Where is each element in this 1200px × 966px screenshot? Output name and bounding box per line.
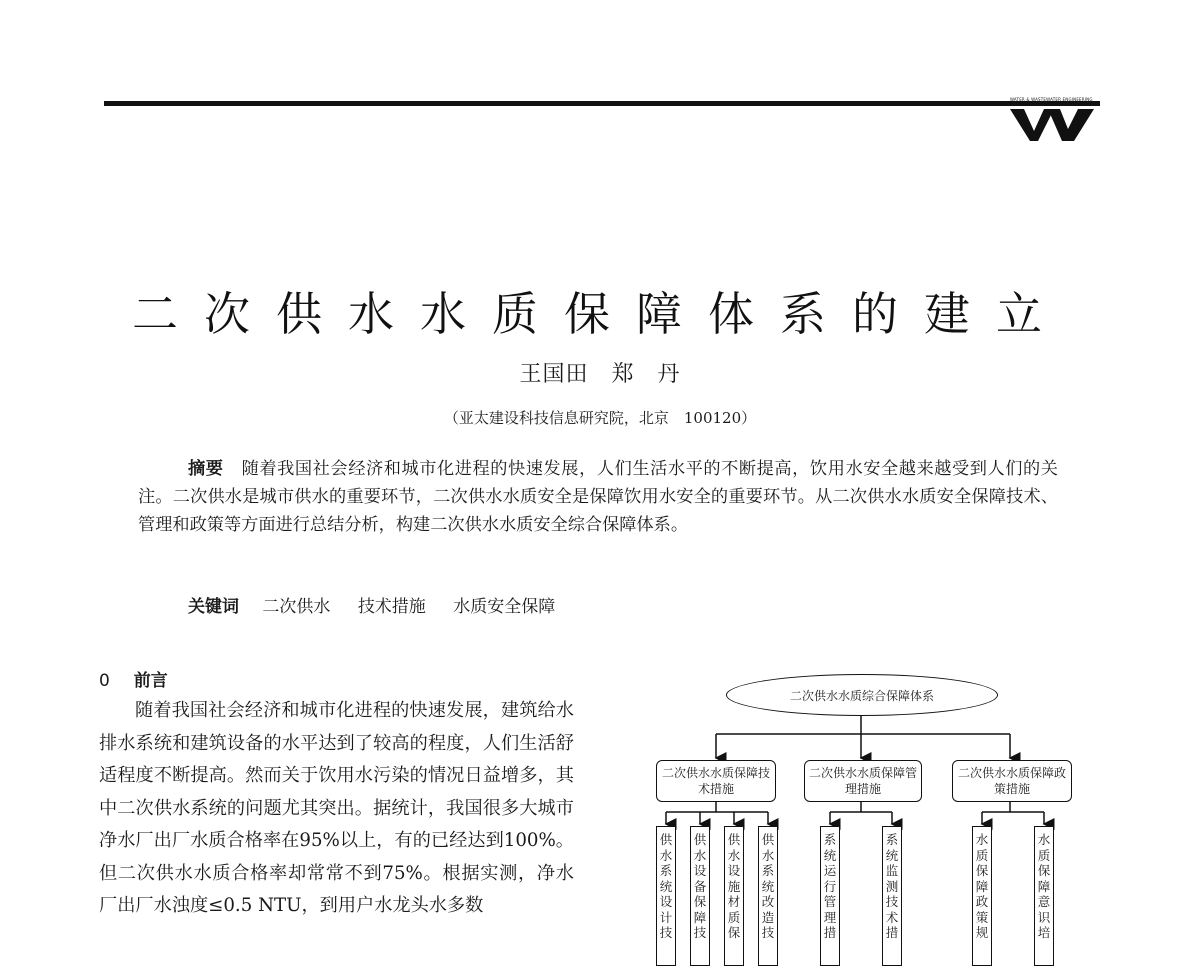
header-rule	[104, 101, 1100, 106]
section-heading	[99, 666, 168, 691]
article-authors: 王国田 郑 丹	[519, 362, 681, 387]
keywords-label: 关键词	[188, 597, 239, 617]
keyword: 技术措施	[357, 597, 426, 617]
abstract-text: 随着我国社会经济和城市化进程的快速发展，人们生活水平的不断提高，饮用水安全越来越受到人们的关注。二次供水是城市供水的重要环节，二次供水水质安全是保障饮用水安全的重要环节。从二次供水水质安全保障技术、管理和政策等方面进行总结分析，构建二次供水水质安全综合保障体系。	[138, 459, 1058, 535]
journal-tag: WATER & WASTEWATER ENGINEERING	[1010, 97, 1093, 102]
diagram-leaf-node: 水质保障政策规	[972, 826, 992, 966]
diagram-leaf-node: 水质保障意识培	[1034, 826, 1054, 966]
diagram-leaf-node: 供水设备保障技	[690, 826, 710, 966]
keyword: 二次供水	[262, 597, 331, 617]
abstract	[138, 455, 1058, 539]
diagram-leaf-node: 系统运行管理措	[820, 826, 840, 966]
keyword: 水质安全保障	[453, 597, 556, 617]
diagram-leaf-node: 供水系统改造技	[758, 826, 778, 966]
diagram-root-node: 二次供水水质综合保障体系	[726, 674, 998, 716]
article-title: 二次供水水质保障体系的建立	[132, 287, 1068, 341]
section-number: 0	[99, 671, 110, 691]
diagram-category-node: 二次供水水质保障技术措施	[656, 760, 776, 802]
abstract-label: 摘要	[188, 459, 224, 479]
framework-diagram	[640, 660, 1100, 952]
diagram-leaf-node: 供水设施材质保	[724, 826, 744, 966]
diagram-leaf-node: 供水系统设计技	[656, 826, 676, 966]
diagram-category-node: 二次供水水质保障政策措施	[952, 760, 1072, 802]
diagram-leaf-node: 系统监测技术措	[882, 826, 902, 966]
w-logo-icon	[1010, 109, 1094, 141]
section-title: 前言	[133, 671, 168, 691]
diagram-category-node: 二次供水水质保障管理措施	[804, 760, 922, 802]
journal-logo	[1010, 109, 1094, 145]
keywords	[188, 592, 577, 617]
intro-paragraph: 随着我国社会经济和城市化进程的快速发展，建筑给水排水系统和建筑设备的水平达到了较高的程度，人们生活舒适程度不断提高。然而关于饮用水污染的情况日益增多，其中二次供水系统的问题尤其突出。据统计，我国很多大城市净水厂出厂水质合格率在95%以上，有的已经达到100%。但二次供水水质合格率却常常不到75%。根据实测，净水厂出厂水浊度≤0.5 NTU，到用户水龙头水多数	[99, 700, 574, 916]
article-affiliation: （亚太建设科技信息研究院，北京 100120）	[443, 409, 757, 427]
